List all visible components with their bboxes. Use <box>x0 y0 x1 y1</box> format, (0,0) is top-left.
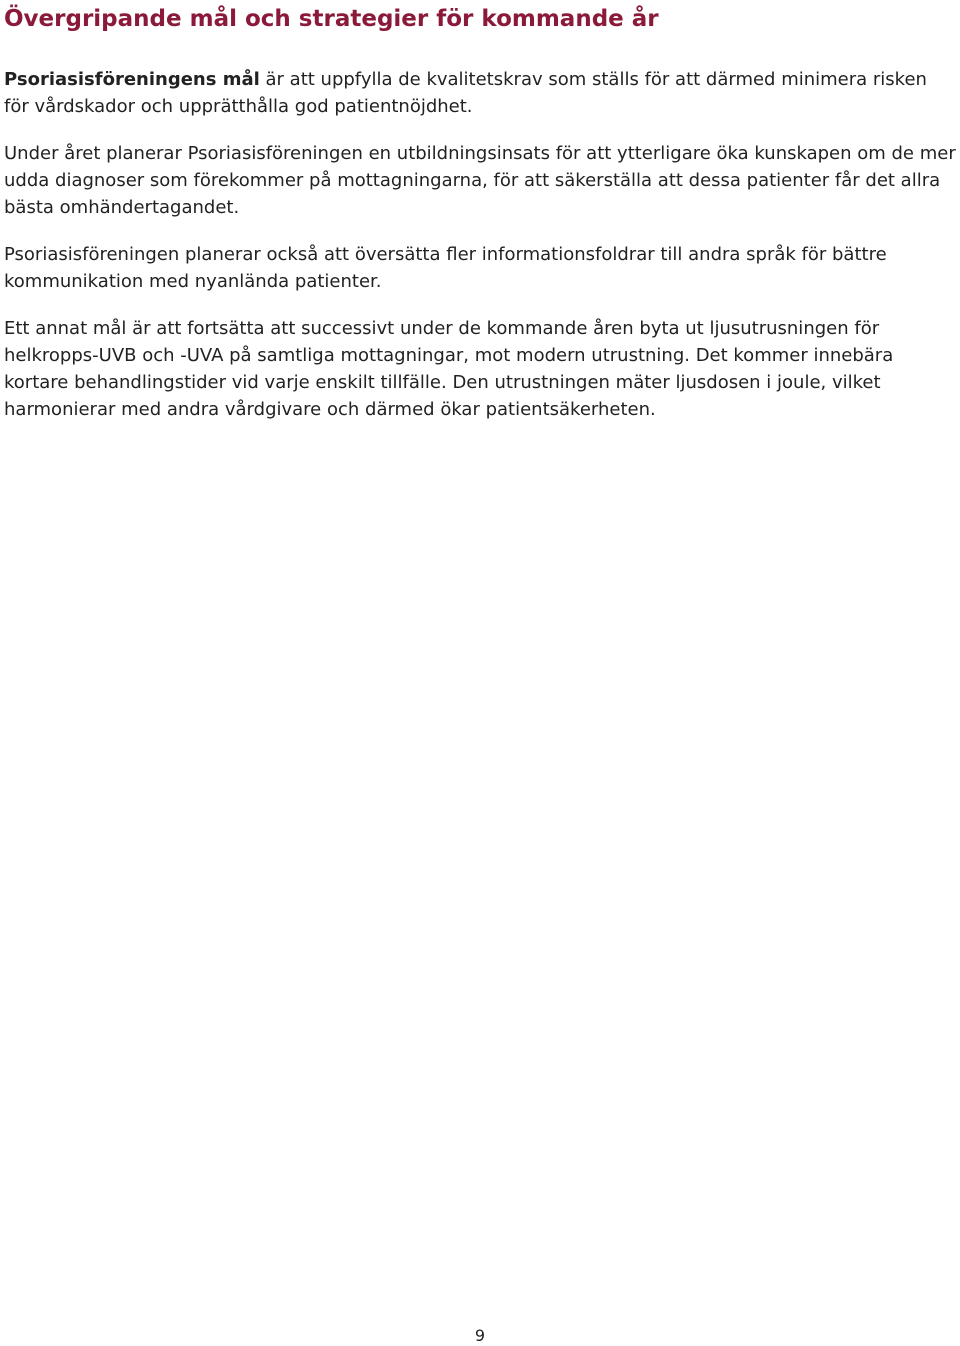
paragraph-translation: Psoriasisföreningen planerar också att översätta fler informationsfoldrar till andra språk för bättre kommunikation med nyanlända patienter. <box>4 244 887 292</box>
page-title: Övergripande mål och strategier för kommande år <box>4 6 659 32</box>
paragraph-education: Under året planerar Psoriasisföreningen en utbildningsinsats för att ytterligare öka kunskapen om de mer udda diagnoser som förekommer på mottagningarna, för att säkerställa att dessa patienter får det allra bästa omhändertagandet. <box>4 143 956 218</box>
body-text <box>4 66 956 443</box>
paragraph-goal <box>4 66 956 120</box>
paragraph-equipment: Ett annat mål är att fortsätta att successivt under de kommande åren byta ut ljusutrusningen för helkropps-UVB och -UVA på samtliga mottagningar, mot modern utrustning. Det kommer innebära kortare behandlingstider vid varje enskilt tillfälle. Den utrustningen mäter ljusdosen i joule, vilket harmonierar med andra vårdgivare och därmed ökar patientsäkerheten. <box>4 318 894 420</box>
paragraph-goal-text: är att uppfylla de kvalitetskrav som ställs för att därmed minimera risken för vårdskador och upprätthålla god patientnöjdhet. <box>4 69 927 117</box>
page-number: 9 <box>474 1326 486 1345</box>
paragraph-goal-lead: Psoriasisföreningens mål <box>4 69 260 90</box>
